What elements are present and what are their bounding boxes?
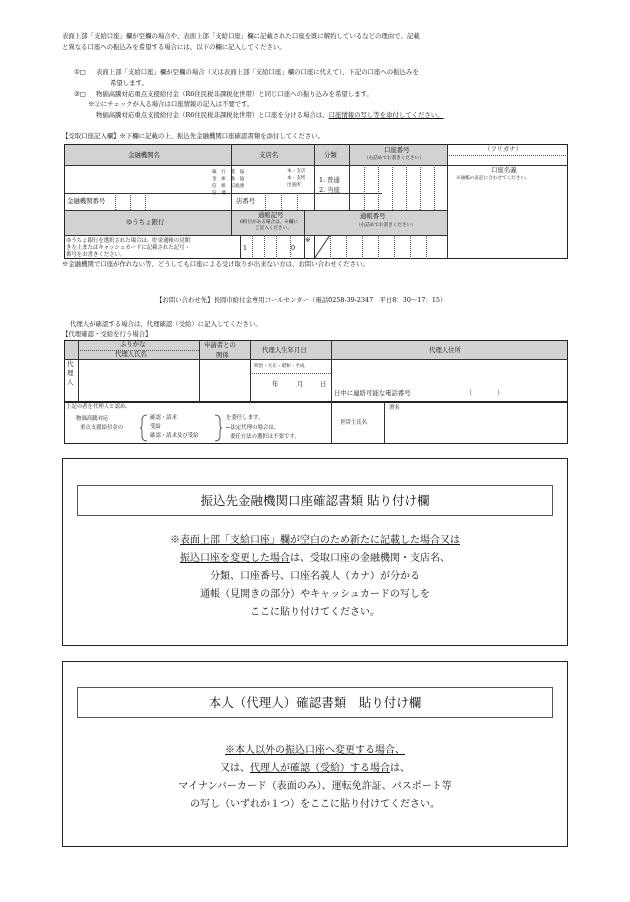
delegate-brace-right <box>214 414 222 442</box>
proxy-side-1: 代 <box>67 360 74 368</box>
bank-doc-line2b: は、受取口座の金融機関・支店名、 <box>290 553 450 564</box>
id-doc-line2b: 代理人が確認（受給）する場合 <box>250 763 390 774</box>
delegate-b: 重点支援給付金の <box>80 425 124 431</box>
bank-doc-line2 <box>62 550 568 568</box>
passbook-mark-note1: 6桁目がある場合は、※欄に <box>240 220 299 225</box>
bank-section-heading: 【受取口座記入欄】※下欄に記載の上、振込先金融機関口座確認書類を添付してください。 <box>62 132 325 140</box>
intro-line2: と異なる口座への振込みを希望する場合には、以下の欄に記入してください。 <box>62 43 286 51</box>
yucho-text2: き左上またはキャッシュカードに記載された記号・ <box>66 245 190 251</box>
slash-mark <box>314 235 330 259</box>
branch-type-2: 本・支所 <box>287 176 306 181</box>
delegate-a: 物価高騰対応 <box>76 416 109 422</box>
bank-doc-line1b: 表面上部「支給口座」欄が空白のため新たに記載した場合又は <box>180 535 460 546</box>
holder-label: 口座名義 <box>491 166 517 174</box>
delegate-opt-2[interactable]: 受給 <box>150 424 161 430</box>
delegate-opt-3[interactable]: 確認・請求及び受給 <box>150 433 199 439</box>
bank-doc-line3: 分類、口座番号、口座名義人（カナ）が分かる <box>210 571 420 582</box>
holder-note: ※通帳の表記に合わせてください。 <box>456 176 530 181</box>
sign-label: 署名 <box>389 405 400 411</box>
id-doc-line3: マイナンバーカード（表面のみ）、運転免許証、パスポート等 <box>178 781 452 792</box>
delegate-e: 委任方法の選択は不要です。 <box>230 434 300 440</box>
proxy-address-label: 代理人住所 <box>429 346 461 354</box>
head-label: 世帯主氏名 <box>340 420 367 426</box>
proxy-phone-label: 日中に連絡可能な電話番号 <box>334 389 411 397</box>
branch-type-1: 本・支店 <box>287 169 306 174</box>
intro-line1: 表面上部「支給口座」欄が空欄の場合や、表面上部「支給口座」欄に記載された口座を既に解約しているなどの理由で、記載 <box>62 32 420 40</box>
option1-text-2: 希望します。 <box>110 79 148 87</box>
proxy-day: 日 <box>320 380 327 388</box>
yucho-label: ゆうちょ銀行 <box>126 218 165 226</box>
header-acct-note: （右詰めでお書きください） <box>364 156 424 161</box>
bank-type-3: 信 組 信漁連 <box>212 184 245 189</box>
mark-star: ※ <box>305 236 311 244</box>
branch-type-3: 出張所 <box>287 183 301 188</box>
contact-info: 【お問い合わせ先】長岡市給付金専用コールセンター（電話0258-39-2347 平日8：30〜17：15） <box>156 296 447 304</box>
id-doc-line4: の写し（いずれか１つ）をここに貼り付けてください。 <box>190 799 440 810</box>
delegate-c: を委任します。 <box>226 415 264 421</box>
option2-text-2b: 口座情報の写し等を添付してください。 <box>328 111 444 119</box>
bank-footnote: ※金融機関で口座が作れない等、どうしても口座による受け取りが出来ない方は、お問い合わせください。 <box>62 260 369 268</box>
passbook-mark-note2: ご記入ください。 <box>255 226 292 231</box>
bank-type-2: 金 庫 漁 協 <box>212 177 245 182</box>
acct-type-1: 1. 普通 <box>319 176 340 184</box>
passbook-num-note: （右詰めでお書きください） <box>356 223 416 228</box>
passbook-mark-label: 通帳記号 <box>258 211 284 219</box>
id-doc-line1-text: ※本人以外の振込口座へ変更する場合、 <box>225 745 405 756</box>
proxy-birth-label: 代理人生年月日 <box>262 346 307 354</box>
bank-doc-line2a: 振込口座を変更した場合 <box>180 553 290 564</box>
delegate-line1: 上記の者を代理人と認め、 <box>66 404 131 410</box>
passbook-num-label: 通帳番号 <box>360 212 386 220</box>
bank-code-label: 金融機関番号 <box>67 197 106 205</box>
bank-doc-line5: ここに貼り付けてください。 <box>250 607 380 618</box>
proxy-side-2: 理 <box>67 369 74 377</box>
id-doc-title: 本人（代理人）確認書類 貼り付け欄 <box>208 695 422 710</box>
delegate-brace-left <box>140 414 148 442</box>
bank-doc-title: 振込先金融機関口座確認書類 貼り付け欄 <box>200 493 430 508</box>
proxy-relation-2: 関係 <box>216 351 229 359</box>
yucho-text1: ゆうちょ銀行を選択された場合は、貯金通帳の見開 <box>66 238 190 244</box>
option2-text-2a: 物価高騰対応重点支援給付金（R6住民税非課税化世帯）と口座を分ける場合は、 <box>96 111 329 119</box>
yucho-text3: 番号をお書きください。 <box>66 252 126 258</box>
bank-doc-line4: 通帳（見開きの部分）やキャッシュカードの写しを <box>200 589 430 600</box>
mark-1: 1 <box>243 244 248 252</box>
acct-type-2: 2. 当座 <box>319 186 340 194</box>
id-doc-line2 <box>62 760 568 778</box>
proxy-phone-close: ） <box>497 389 504 397</box>
option2-note: ※②にチェックが入る場合は口座情報の記入は不要です。 <box>88 100 254 108</box>
header-type: 分類 <box>324 151 337 159</box>
option1-checkbox[interactable]: ①□ <box>74 68 86 76</box>
proxy-name-label: 代理人氏名 <box>115 350 147 358</box>
header-kana: （フリガナ） <box>484 145 523 153</box>
proxy-phone-open: （ <box>466 389 473 397</box>
proxy-intro: 代理人が確認する場合は、代理確認（受給）に記入してください。 <box>70 320 262 328</box>
proxy-year: 年 <box>272 380 279 388</box>
proxy-heading: 【代理確認・受給を行う場合】 <box>62 330 152 338</box>
option1-text: 表面上部「支給口座」欄が空欄の場合（又は表面上部「支給口座」欄の口座に代えて）、下記の口座への振込みを <box>96 68 419 76</box>
branch-code-label: 店番号 <box>236 197 256 205</box>
id-doc-line2c: は、 <box>390 763 410 774</box>
proxy-month: 月 <box>297 380 304 388</box>
mark-0: 0 <box>291 244 296 252</box>
proxy-era: 明治・大正・昭和・平成 <box>254 364 305 369</box>
bank-doc-line1 <box>62 532 568 550</box>
bank-type-4: 信 連 <box>212 191 226 196</box>
header-acct: 口座番号 <box>384 146 410 154</box>
option2-text: 物価高騰対応重点支援給付金（R6住民税非課税化世帯）と同じ口座への振り込みを希望します。 <box>96 90 373 98</box>
delegate-d: ←法定代理の場合は、 <box>226 425 280 431</box>
header-bank: 金融機関名 <box>128 151 160 159</box>
id-doc-line1 <box>62 742 568 760</box>
option2-checkbox[interactable]: ②□ <box>74 90 86 98</box>
bank-doc-line1a: ※ <box>170 535 180 546</box>
id-doc-line2a: 又は、 <box>220 763 250 774</box>
proxy-relation-1: 申請者との <box>204 341 236 349</box>
delegate-opt-1[interactable]: 確認・請求 <box>150 415 177 421</box>
proxy-furigana: ふりがな <box>120 340 146 348</box>
proxy-side-3: 人 <box>67 378 74 386</box>
bank-type-1: 銀 行 農 協 <box>212 170 245 175</box>
header-branch: 支店名 <box>259 151 279 159</box>
option2-text-2 <box>96 111 444 120</box>
